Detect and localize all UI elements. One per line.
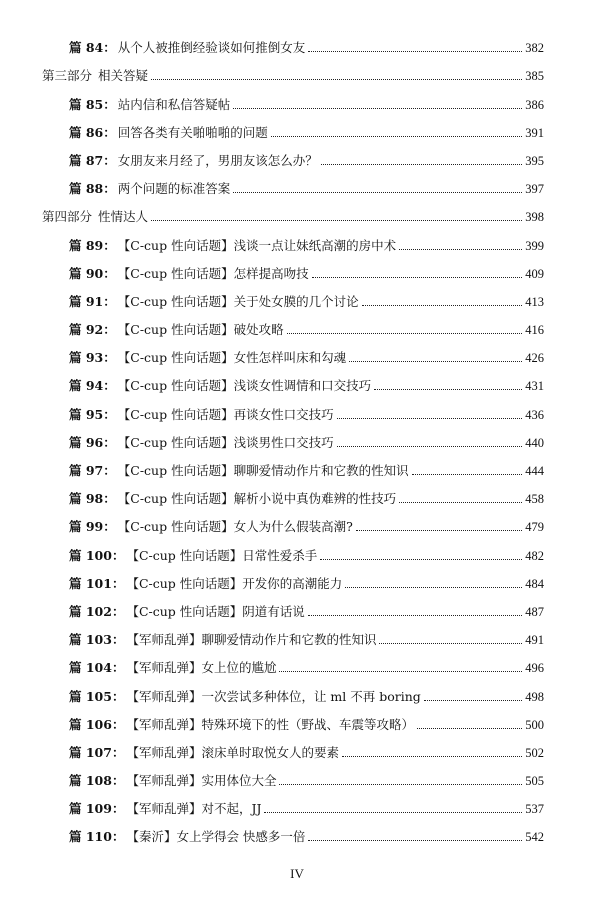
toc-entry-title: 相关答疑 xyxy=(98,68,149,84)
toc-entry-page-number: 498 xyxy=(525,689,544,704)
toc-chapter-row[interactable] xyxy=(42,309,544,337)
dot-leader xyxy=(337,418,523,419)
toc-entry-label: 篇 96： xyxy=(69,434,116,450)
toc-entry-page-number: 444 xyxy=(525,464,544,478)
toc-chapter-row[interactable] xyxy=(42,365,544,393)
toc-entry-label: 篇 105： xyxy=(69,688,125,704)
toc-entry-title: 【C-cup 性向话题】浅谈男性口交技巧 xyxy=(117,434,334,450)
toc-entry-title: 【军师乱弹】滚床单时取悦女人的要素 xyxy=(126,744,339,760)
toc-entry-page-number: 391 xyxy=(525,125,544,140)
toc-chapter-row[interactable] xyxy=(42,704,544,732)
toc-entry-label: 篇 107： xyxy=(69,744,125,760)
toc-entry-page-number: 399 xyxy=(525,238,544,253)
dot-leader xyxy=(308,840,522,841)
toc-entry-page-number: 500 xyxy=(525,717,544,732)
toc-entry-page-number: 395 xyxy=(525,153,544,168)
toc-entry-label: 篇 100： xyxy=(69,547,125,563)
toc-entry-label: 篇 97： xyxy=(69,463,116,478)
dot-leader xyxy=(308,615,522,616)
dot-leader xyxy=(320,559,522,560)
dot-leader xyxy=(399,249,522,250)
toc-entry-page-number: 484 xyxy=(525,576,544,591)
toc-entry-label: 篇 93： xyxy=(69,350,116,366)
toc-entry-title: 【C-cup 性向话题】女人为什么假装高潮? xyxy=(117,519,353,535)
toc-chapter-row[interactable] xyxy=(42,506,544,534)
toc-entry-page-number: 386 xyxy=(525,97,544,112)
toc-entry-title: 【C-cup 性向话题】日常性爱杀手 xyxy=(126,547,318,563)
toc-entry-label: 篇 103： xyxy=(69,632,125,648)
toc-entry-title: 女朋友来月经了，男朋友该怎么办？ xyxy=(117,152,318,168)
toc-chapter-row[interactable] xyxy=(42,393,544,421)
dot-leader xyxy=(337,446,523,447)
toc-entry-page-number: 496 xyxy=(525,661,544,676)
toc-entry-title: 【军师乱弹】一次尝试多种体位，让 ml 不再 boring xyxy=(126,688,421,704)
toc-chapter-row[interactable] xyxy=(42,253,544,281)
toc-entry-label: 第四部分 xyxy=(42,209,93,225)
toc-entry-title: 【C-cup 性向话题】浅谈一点让妹纸高潮的房中术 xyxy=(117,237,397,253)
dot-leader xyxy=(412,474,523,475)
toc-entry-page-number: 440 xyxy=(525,435,544,450)
toc-part-row[interactable] xyxy=(42,196,544,224)
toc-entry-page-number: 491 xyxy=(525,633,544,648)
dot-leader xyxy=(374,389,522,390)
dot-leader xyxy=(321,164,522,165)
dot-leader xyxy=(308,51,522,52)
toc-entry-label: 篇 109： xyxy=(69,801,125,817)
dot-leader xyxy=(417,728,522,729)
toc-entry-title: 【C-cup 性向话题】女性怎样叫床和勾魂 xyxy=(117,350,347,366)
toc-chapter-row[interactable] xyxy=(42,140,544,168)
toc-entry-title: 【C-cup 性向话题】聊聊爱情动作片和它教的性知识 xyxy=(117,463,409,478)
dot-leader xyxy=(287,333,523,334)
dot-leader xyxy=(233,108,522,109)
toc-entry-page-number: 431 xyxy=(525,379,544,394)
toc-entry-title: 【军师乱弹】聊聊爱情动作片和它教的性知识 xyxy=(126,632,377,648)
toc-entry-label: 篇 101： xyxy=(69,575,125,591)
toc-chapter-row[interactable] xyxy=(42,619,544,647)
toc-chapter-row[interactable] xyxy=(42,168,544,196)
toc-entry-label: 篇 99： xyxy=(69,519,116,535)
toc-entry-label: 篇 85： xyxy=(69,96,116,112)
toc-chapter-row[interactable] xyxy=(42,422,544,450)
toc-entry-title: 【C-cup 性向话题】怎样提高吻技 xyxy=(117,265,309,281)
toc-entry-label: 篇 88： xyxy=(69,181,116,197)
toc-entry-title: 两个问题的标准答案 xyxy=(117,181,231,197)
toc-entry-page-number: 426 xyxy=(525,351,544,366)
toc-entry-title: 【C-cup 性向话题】阴道有话说 xyxy=(126,603,305,619)
dot-leader xyxy=(271,136,522,137)
toc-chapter-row[interactable] xyxy=(42,788,544,816)
toc-entry-title: 站内信和私信答疑帖 xyxy=(117,96,231,112)
dot-leader xyxy=(279,784,522,785)
toc-entry-title: 【军师乱弹】特殊环境下的性（野战、车震等攻略） xyxy=(126,716,414,732)
toc-entry-page-number: 482 xyxy=(525,548,544,563)
toc-entry-title: 从个人被推倒经验谈如何推倒女友 xyxy=(117,40,306,56)
toc-entry-page-number: 542 xyxy=(525,830,544,845)
toc-entry-page-number: 385 xyxy=(525,69,544,84)
toc-part-row[interactable] xyxy=(42,55,544,83)
page-footer-number: IV xyxy=(290,866,304,881)
toc-chapter-row[interactable] xyxy=(42,478,544,506)
toc-entry-label: 篇 94： xyxy=(69,378,116,394)
toc-chapter-row[interactable] xyxy=(42,27,544,55)
toc-entry-page-number: 502 xyxy=(525,745,544,760)
toc-entry-label: 篇 91： xyxy=(69,293,116,309)
toc-chapter-row[interactable] xyxy=(42,224,544,252)
toc-entry-page-number: 458 xyxy=(525,492,544,507)
toc-chapter-row[interactable] xyxy=(42,647,544,675)
toc-entry-page-number: 397 xyxy=(525,182,544,197)
dot-leader xyxy=(399,502,522,503)
toc-entry-page-number: 416 xyxy=(525,323,544,338)
toc-chapter-row[interactable] xyxy=(42,112,544,140)
toc-entry-title: 【C-cup 性向话题】浅谈女性调情和口交技巧 xyxy=(117,378,372,394)
dot-leader xyxy=(151,220,522,221)
toc-entry-label: 篇 86： xyxy=(69,124,116,140)
toc-entry-title: 【军师乱弹】实用体位大全 xyxy=(126,773,277,789)
toc-chapter-row[interactable] xyxy=(42,563,544,591)
dot-leader xyxy=(233,192,522,193)
toc-chapter-row[interactable] xyxy=(42,732,544,760)
toc-entry-title: 【C-cup 性向话题】再谈女性口交技巧 xyxy=(117,406,334,422)
toc-entry-label: 篇 106： xyxy=(69,716,125,732)
dot-leader xyxy=(279,671,522,672)
toc-entry-page-number: 537 xyxy=(525,802,544,817)
toc-entry-page-number: 479 xyxy=(525,520,544,535)
table-of-contents xyxy=(42,27,544,844)
toc-entry-page-number: 436 xyxy=(525,407,544,422)
toc-entry-page-number: 487 xyxy=(525,604,544,619)
toc-entry-label: 篇 95： xyxy=(69,406,116,422)
dot-leader xyxy=(379,643,522,644)
toc-entry-page-number: 413 xyxy=(525,294,544,309)
toc-chapter-row[interactable] xyxy=(42,281,544,309)
toc-entry-label: 篇 102： xyxy=(69,603,125,619)
toc-entry-label: 篇 92： xyxy=(69,322,116,338)
toc-entry-label: 篇 98： xyxy=(69,491,116,507)
toc-chapter-row[interactable] xyxy=(42,591,544,619)
toc-entry-label: 篇 90： xyxy=(69,265,116,281)
dot-leader xyxy=(345,587,522,588)
toc-entry-title: 【军师乱弹】对不起，JJ xyxy=(126,801,262,817)
toc-entry-label: 第三部分 xyxy=(42,68,93,84)
toc-entry-page-number: 505 xyxy=(525,774,544,789)
toc-chapter-row[interactable] xyxy=(42,760,544,788)
toc-entry-label: 篇 89： xyxy=(69,237,116,253)
toc-entry-title: 【C-cup 性向话题】解析小说中真伪难辨的性技巧 xyxy=(117,491,397,507)
toc-entry-title: 回答各类有关啪啪啪的问题 xyxy=(117,124,268,140)
toc-chapter-row[interactable] xyxy=(42,675,544,703)
dot-leader xyxy=(342,756,522,757)
toc-chapter-row[interactable] xyxy=(42,534,544,562)
toc-entry-title: 【C-cup 性向话题】关于处女膜的几个讨论 xyxy=(117,293,359,309)
dot-leader xyxy=(151,79,522,80)
toc-entry-page-number: 398 xyxy=(525,210,544,225)
toc-entry-title: 【C-cup 性向话题】开发你的高潮能力 xyxy=(126,575,343,591)
toc-entry-label: 篇 110： xyxy=(69,829,125,845)
toc-entry-label: 篇 108： xyxy=(69,773,125,789)
dot-leader xyxy=(424,700,522,701)
toc-entry-label: 篇 84： xyxy=(69,40,116,56)
toc-chapter-row[interactable] xyxy=(42,450,544,478)
dot-leader xyxy=(356,530,522,531)
toc-chapter-row[interactable] xyxy=(42,337,544,365)
toc-entry-label: 篇 87： xyxy=(69,152,116,168)
toc-chapter-row[interactable] xyxy=(42,816,544,844)
dot-leader xyxy=(349,361,522,362)
dot-leader xyxy=(264,812,522,813)
toc-entry-title: 【军师乱弹】女上位的尴尬 xyxy=(126,660,277,676)
dot-leader xyxy=(312,277,523,278)
toc-entry-page-number: 382 xyxy=(525,41,544,56)
dot-leader xyxy=(362,305,523,306)
toc-entry-title: 【秦沂】女上学得会 快感多一倍 xyxy=(126,829,306,845)
toc-chapter-row[interactable] xyxy=(42,83,544,111)
toc-entry-title: 【C-cup 性向话题】破处攻略 xyxy=(117,322,284,338)
toc-entry-page-number: 409 xyxy=(525,266,544,281)
toc-entry-title: 性情达人 xyxy=(98,209,149,225)
toc-entry-label: 篇 104： xyxy=(69,660,125,676)
